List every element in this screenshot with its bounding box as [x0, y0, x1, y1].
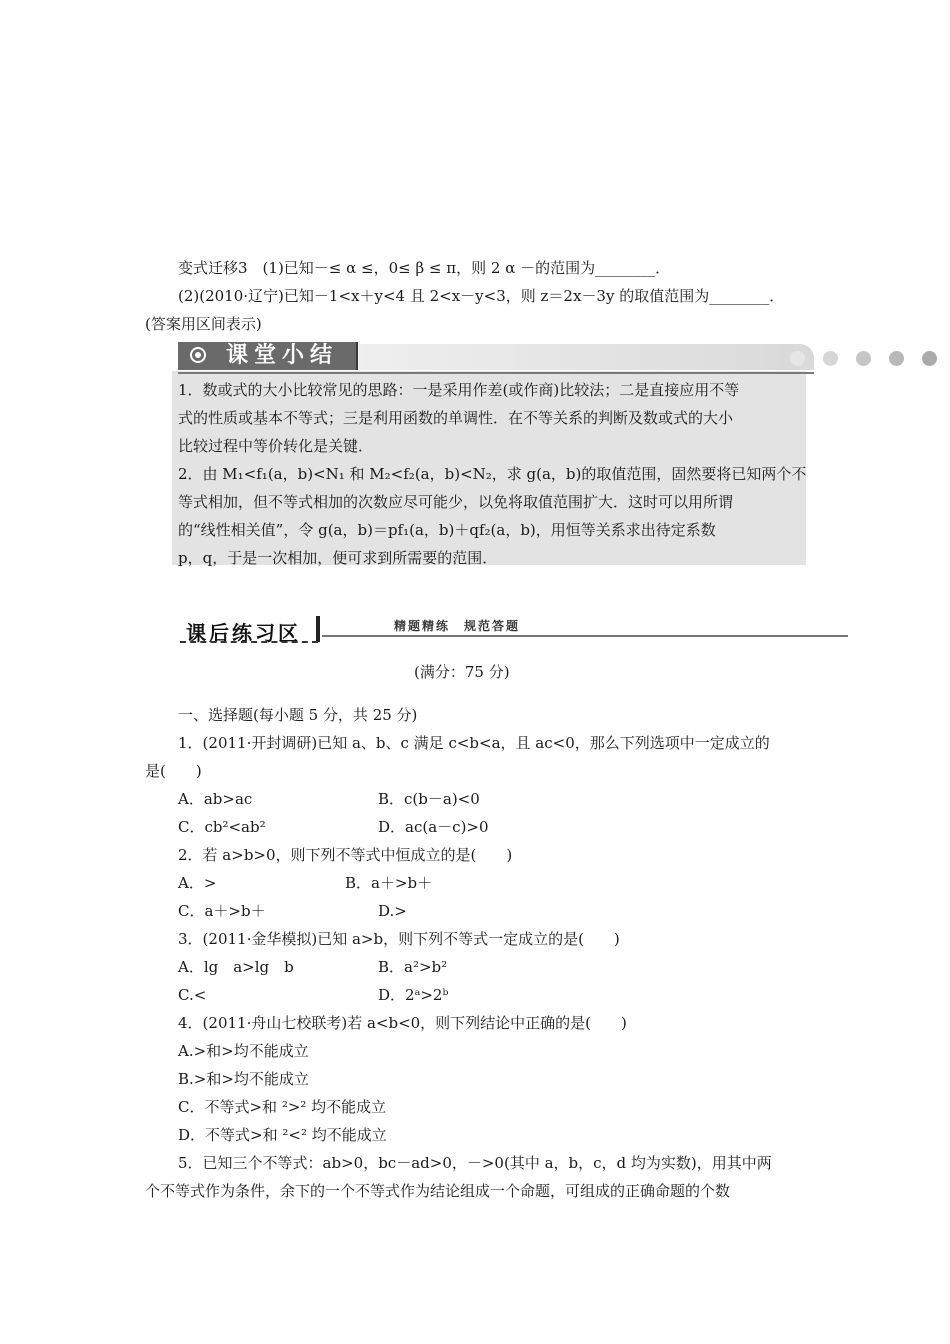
variant-line-2: (2)(2010·辽宁)已知－1<x＋y<4 且 2<x－y<3，则 z＝2x－3y 的取值范围为________．	[178, 287, 785, 305]
summary-box	[172, 371, 806, 565]
option-1b: B．c(b－a)<0	[378, 790, 480, 808]
decorative-dot	[889, 351, 904, 366]
option-2b: B．a＋>b＋	[345, 874, 433, 892]
decorative-dot	[856, 351, 871, 366]
summary-line: 2．由 M₁<f₁(a，b)<N₁ 和 M₂<f₂(a，b)<N₂，求 g(a，b)的取值范围，固然要将已知两个不	[178, 465, 807, 483]
option-2d: D.>	[378, 902, 407, 920]
target-icon	[190, 347, 206, 363]
decorative-dot	[922, 351, 937, 366]
summary-line: 比较过程中等价转化是关键．	[178, 437, 374, 455]
summary-title: 课堂小结	[226, 343, 339, 368]
option-1c: C．cb²<ab²	[178, 818, 266, 836]
option-3b: B．a²>b²	[378, 958, 448, 976]
option-2c: C．a＋>b＋	[178, 902, 266, 920]
homework-rule	[322, 635, 848, 637]
summary-banner-label	[178, 342, 358, 370]
option-4a: A.>和>均不能成立	[178, 1042, 309, 1060]
variant-line-1: 变式迁移3 (1)已知－≤ α ≤，0≤ β ≤ π，则 2 α －的范围为________．	[178, 259, 671, 277]
option-3d: D．2ᵃ>2ᵇ	[378, 986, 449, 1004]
summary-line: 式的性质或基本不等式；三是利用函数的单调性．在不等关系的判断及数或式的大小	[178, 409, 734, 427]
option-4c: C．不等式>和 ²>² 均不能成立	[178, 1098, 387, 1116]
summary-banner	[178, 342, 814, 372]
summary-line: 的“线性相关值”，令 g(a，b)＝pf₁(a，b)＋qf₂(a，b)，用恒等关系求出待定系数	[178, 521, 716, 539]
summary-line: 1．数或式的大小比较常见的思路：一是采用作差(或作商)比较法；二是直接应用不等	[178, 381, 740, 399]
question-3: 3．(2011·金华模拟)已知 a>b，则下列不等式一定成立的是( )	[178, 930, 620, 948]
option-1d: D．ac(a－c)>0	[378, 818, 489, 836]
summary-line: 等式相加，但不等式相加的次数应尽可能少，以免将取值范围扩大．这时可以用所谓	[178, 493, 734, 511]
decorative-dot	[790, 351, 805, 366]
option-3c: C.<	[178, 986, 207, 1004]
option-3a: A．lg a>lg b	[178, 958, 294, 976]
question-5: 5．已知三个不等式：ab>0，bc－ad>0，－>0(其中 a，b，c，d 均为实数)，用其中两	[178, 1154, 772, 1172]
option-4b: B.>和>均不能成立	[178, 1070, 309, 1088]
homework-title: 课后练习区	[186, 621, 301, 645]
summary-line: p，q，于是一次相加，便可求到所需要的范围．	[178, 549, 498, 567]
question-2: 2．若 a>b>0，则下列不等式中恒成立的是( )	[178, 846, 513, 864]
question-1-cont: 是( )	[145, 762, 202, 780]
summary-banner-rule	[178, 372, 814, 374]
decorative-dot	[823, 351, 838, 366]
option-2a: A．>	[178, 874, 217, 892]
question-4: 4．(2011·舟山七校联考)若 a<b<0，则下列结论中正确的是( )	[178, 1014, 627, 1032]
option-1a: A．ab>ac	[178, 790, 253, 808]
question-5-cont: 个不等式作为条件，余下的一个不等式作为结论组成一个命题，可组成的正确命题的个数	[145, 1182, 731, 1200]
homework-subtitle: 精题精练 规范答题	[394, 619, 521, 633]
homework-dashed-underline	[180, 641, 318, 643]
score-note: (满分：75 分)	[414, 663, 510, 681]
option-4d: D．不等式>和 ²<² 均不能成立	[178, 1126, 387, 1144]
section-heading: 一、选择题(每小题 5 分，共 25 分)	[178, 706, 418, 724]
homework-divider-bar	[316, 616, 320, 642]
summary-banner-strip	[358, 344, 814, 370]
question-1: 1．(2011·开封调研)已知 a、b、c 满足 c<b<a，且 ac<0，那么下列选项中一定成立的	[178, 734, 770, 752]
variant-line-3: (答案用区间表示)	[145, 315, 262, 333]
